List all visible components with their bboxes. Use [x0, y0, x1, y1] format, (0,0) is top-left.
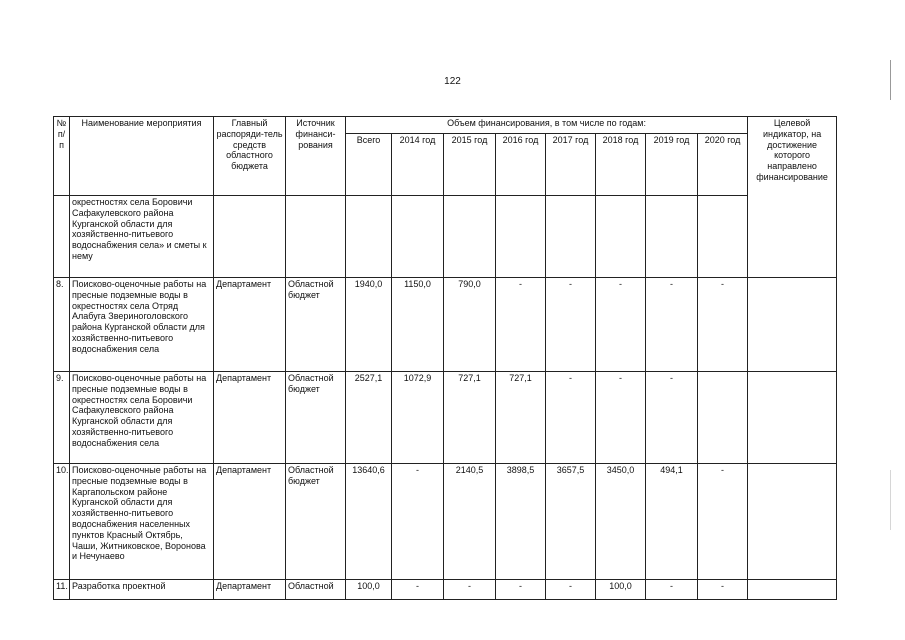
row-value: 3450,0 — [596, 464, 646, 580]
row-manager: Департамент — [214, 464, 286, 580]
row-manager: Департамент — [214, 372, 286, 464]
header-indicator: Целевой индикатор, на достижение которого направлено финансирование — [748, 117, 837, 278]
table-row — [54, 196, 837, 278]
header-manager: Главный распоряди-тель средств областного бюджета — [214, 117, 286, 196]
row-value: - — [392, 464, 444, 580]
scan-margin-line — [890, 60, 891, 100]
header-year: 2016 год — [496, 134, 546, 196]
header-year: 2017 год — [546, 134, 596, 196]
table-row — [54, 278, 837, 372]
row-name: Поисково-оценочные работы на пресные подземные воды в окрестностях села Отряд Алабуга Звериноголовского района Курганской области для хозяйственно-питьевого водоснабжения села — [70, 278, 214, 372]
row-value: 3657,5 — [546, 464, 596, 580]
row-value: 1940,0 — [346, 278, 392, 372]
table-row — [54, 464, 837, 580]
header-year: 2019 год — [646, 134, 698, 196]
header-year: Всего — [346, 134, 392, 196]
row-value: - — [546, 372, 596, 464]
row-value: 790,0 — [444, 278, 496, 372]
row-value: - — [496, 278, 546, 372]
row-value: 494,1 — [646, 464, 698, 580]
row-value: - — [444, 580, 496, 600]
row-value: 2140,5 — [444, 464, 496, 580]
row-name: Поисково-оценочные работы на пресные подземные воды в окрестностях села Боровичи Сафакулевского района Курганской области для хозяйственно-питьевого водоснабжения села — [70, 372, 214, 464]
row-value: - — [392, 580, 444, 600]
header-num: № п/п — [54, 117, 70, 196]
row-value: - — [698, 278, 748, 372]
row-manager: Департамент — [214, 580, 286, 600]
row-value: 13640,6 — [346, 464, 392, 580]
table-row — [54, 580, 837, 600]
row-source: Областной бюджет — [286, 372, 346, 464]
row-source: Областной бюджет — [286, 464, 346, 580]
row-value: 100,0 — [346, 580, 392, 600]
row-value: 100,0 — [596, 580, 646, 600]
row-value: - — [596, 278, 646, 372]
row-value: - — [646, 580, 698, 600]
header-name: Наименование мероприятия — [70, 117, 214, 196]
row-source: Областной бюджет — [286, 278, 346, 372]
row-name: Разработка проектной — [70, 580, 214, 600]
row-value: 1150,0 — [392, 278, 444, 372]
row-value: - — [546, 580, 596, 600]
row-source: Областной — [286, 580, 346, 600]
row-value: - — [698, 580, 748, 600]
row-value: - — [546, 278, 596, 372]
row-value: 1072,9 — [392, 372, 444, 464]
row-value: - — [646, 372, 698, 464]
row-value: 727,1 — [496, 372, 546, 464]
header-year: 2018 год — [596, 134, 646, 196]
row-value: 3898,5 — [496, 464, 546, 580]
row-manager: Департамент — [214, 278, 286, 372]
row-value: 2527,1 — [346, 372, 392, 464]
row-num: 9. — [54, 372, 70, 464]
row-value — [698, 372, 748, 464]
row-num: 10. — [54, 464, 70, 580]
financing-table — [53, 116, 837, 600]
header-source: Источник финанси-рования — [286, 117, 346, 196]
row-value: - — [596, 372, 646, 464]
row-value: - — [698, 464, 748, 580]
header-year: 2020 год — [698, 134, 748, 196]
table-row — [54, 372, 837, 464]
row-name: Поисково-оценочные работы на пресные подземные воды в Каргапольском районе Курганской области для хозяйственно-питьевого водоснабжения населенных пунктов Красный Октябрь, Чаши, Житниковское, Воронова и Нечунаево — [70, 464, 214, 580]
row-value: 727,1 — [444, 372, 496, 464]
row-value: - — [646, 278, 698, 372]
header-year: 2015 год — [444, 134, 496, 196]
page-number: 122 — [444, 76, 461, 87]
header-volume: Объем финансирования, в том числе по годам: — [346, 117, 748, 134]
row-name: окрестностях села Боровичи Сафакулевского района Курганской области для хозяйственно-питьевого водоснабжения села» и сметы к нему — [70, 196, 214, 278]
row-value: - — [496, 580, 546, 600]
scan-margin-line — [890, 470, 891, 530]
row-num: 8. — [54, 278, 70, 372]
header-year: 2014 год — [392, 134, 444, 196]
row-num: 11. — [54, 580, 70, 600]
